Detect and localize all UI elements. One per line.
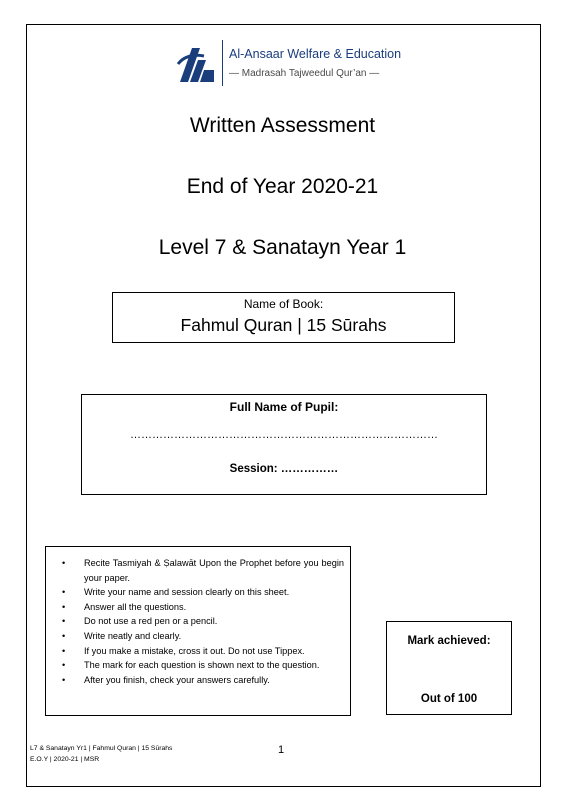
bullet-icon: • bbox=[62, 630, 66, 641]
page-number: 1 bbox=[278, 744, 285, 756]
organization-logo bbox=[174, 38, 404, 88]
period-title: End of Year 2020-21 bbox=[186, 175, 379, 198]
bullet-icon: • bbox=[62, 674, 66, 685]
mark-achieved-label: Mark achieved: bbox=[407, 635, 491, 647]
footer-line-2: E.O.Y | 2020-21 | MSR bbox=[30, 755, 100, 763]
organization-subtitle: — Madrasah Tajweedul Qur’an — bbox=[229, 68, 380, 79]
pupil-name-label: Full Name of Pupil: bbox=[229, 400, 339, 414]
bullet-icon: • bbox=[62, 645, 66, 656]
bullet-icon: • bbox=[62, 587, 66, 598]
instruction-item: • Write neatly and clearly. bbox=[58, 629, 344, 644]
bullet-icon: • bbox=[62, 660, 66, 671]
instructions-box bbox=[45, 546, 351, 716]
instruction-item: • Answer all the questions. bbox=[58, 600, 344, 615]
instruction-item: • Write your name and session clearly on this sheet. bbox=[58, 585, 344, 600]
logo-divider bbox=[222, 40, 223, 86]
mark-box bbox=[386, 621, 512, 715]
organization-name: Al-Ansaar Welfare & Education bbox=[229, 47, 402, 61]
footer-info bbox=[30, 744, 172, 765]
instruction-item: • If you make a mistake, cross it out. Do not use Tippex. bbox=[58, 644, 344, 659]
pupil-box bbox=[81, 394, 487, 495]
instructions-list bbox=[58, 556, 344, 687]
level-title: Level 7 & Sanatayn Year 1 bbox=[158, 236, 407, 259]
book-box bbox=[112, 292, 455, 343]
logo-mark-icon bbox=[174, 42, 218, 86]
instruction-item: • Recite Tasmiyah & Ṣalawāt Upon the Prophet before you begin your paper. bbox=[62, 558, 344, 583]
bullet-icon: • bbox=[62, 558, 66, 568]
instruction-item: • The mark for each question is shown next to the question. bbox=[58, 658, 344, 673]
instruction-item: • Do not use a red pen or a pencil. bbox=[58, 614, 344, 629]
bullet-icon: • bbox=[62, 601, 66, 612]
mark-total: Out of 100 bbox=[420, 693, 478, 705]
pupil-name-line[interactable]: ………………………………………………………………………… bbox=[130, 429, 438, 441]
book-name: Fahmul Quran | 15 Sūrahs bbox=[180, 315, 387, 335]
session-field[interactable]: Session: …………… bbox=[229, 463, 339, 475]
bullet-icon: • bbox=[62, 616, 66, 627]
book-label: Name of Book: bbox=[243, 297, 324, 311]
instruction-item: • After you finish, check your answers carefully. bbox=[58, 673, 344, 688]
assessment-title: Written Assessment bbox=[189, 114, 376, 137]
footer-line-1: L7 & Sanatayn Yr1 | Fahmul Quran | 15 Sūrahs bbox=[30, 745, 173, 752]
